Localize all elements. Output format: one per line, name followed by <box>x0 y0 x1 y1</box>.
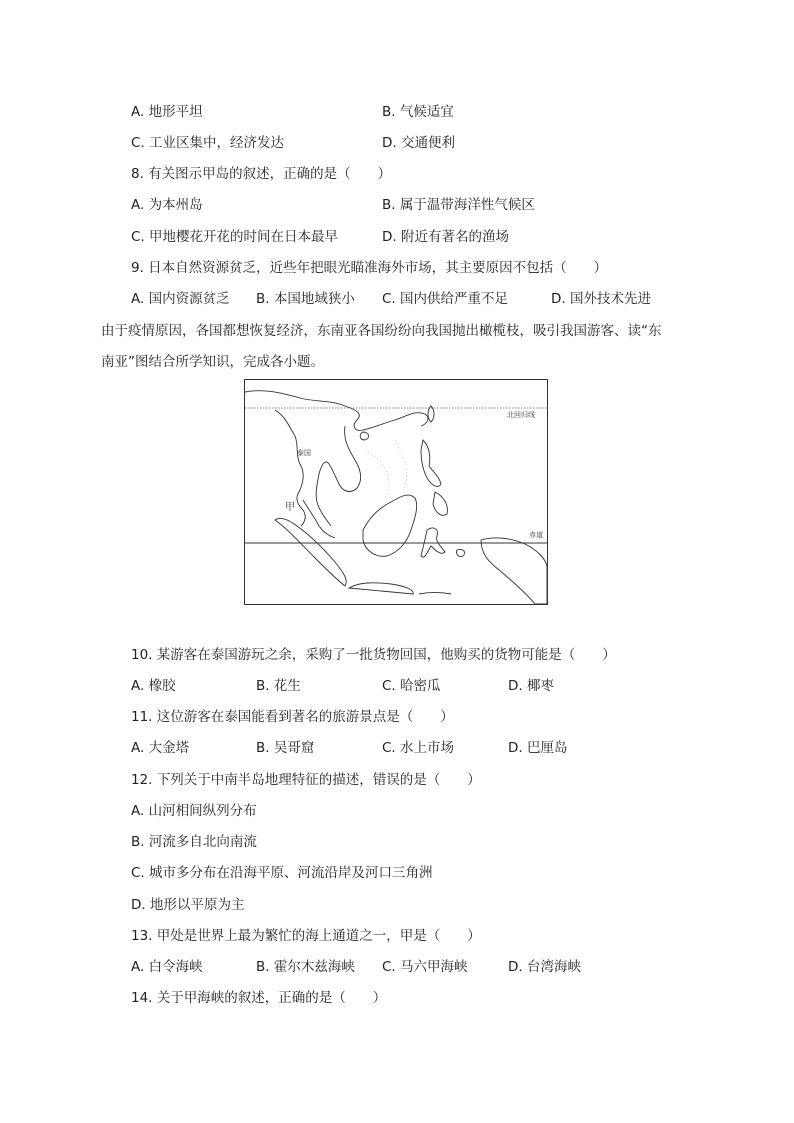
southeast-asia-map <box>244 379 548 605</box>
q10-option-a: A. 橡胶 <box>131 678 176 694</box>
lesser-sunda-islands <box>419 593 451 595</box>
mindanao-island <box>433 492 447 515</box>
q7-option-b: B. 气候适宜 <box>382 104 454 120</box>
indochina-coast <box>316 426 360 526</box>
q10-stem: 10. 某游客在泰国游玩之余，采购了一批货物回国，他购买的货物可能是（ ） <box>131 647 616 663</box>
tropic-label: 北回归线 <box>507 411 535 419</box>
q12-option-b: B. 河流多自北向南流 <box>131 834 257 850</box>
intro-line-2: 南亚”图结合所学知识，完成各小题。 <box>101 354 324 370</box>
equator-label: 赤道 <box>529 531 543 539</box>
q8-option-a: A. 为本州岛 <box>131 197 203 213</box>
new-guinea-island <box>481 538 547 604</box>
map-drawing <box>245 380 547 604</box>
q9-option-d: D. 国外技术先进 <box>551 291 651 307</box>
q8-option-d: D. 附近有著名的渔场 <box>382 229 509 245</box>
q11-option-a: A. 大金塔 <box>131 740 190 756</box>
q11-option-b: B. 吴哥窟 <box>256 740 315 756</box>
q13-option-d: D. 台湾海峡 <box>508 959 581 975</box>
sumatra-island <box>275 518 346 586</box>
q12-option-c: C. 城市多分布在沿海平原、河流沿岸及河口三角洲 <box>131 865 433 881</box>
q11-option-c: C. 水上市场 <box>382 740 455 756</box>
q12-stem: 12. 下列关于中南半岛地理特征的描述，错误的是（ ） <box>131 772 481 788</box>
q13-option-c: C. 马六甲海峡 <box>382 959 468 975</box>
maluku-island <box>456 549 464 556</box>
q8-stem: 8. 有关图示甲岛的叙述，正确的是（ ） <box>131 166 392 182</box>
q9-option-c: C. 国内供给严重不足 <box>382 291 509 307</box>
q10-option-d: D. 椰枣 <box>508 678 554 694</box>
jia-label: 甲 <box>285 502 295 513</box>
sea-dots <box>365 440 407 498</box>
q13-option-b: B. 霍尔木兹海峡 <box>256 959 355 975</box>
q7-option-d: D. 交通便利 <box>382 135 455 151</box>
intro-line-1: 由于疫情原因，各国都想恢复经济，东南亚各国纷纷向我国抛出橄榄枝，吸引我国游客、读“东 <box>101 323 662 339</box>
luzon-island <box>421 440 441 486</box>
q10-option-b: B. 花生 <box>256 678 301 694</box>
hainan-island <box>360 432 368 440</box>
sulawesi-island <box>421 528 445 557</box>
q9-option-b: B. 本国地域狭小 <box>256 291 355 307</box>
q7-option-c: C. 工业区集中，经济发达 <box>131 135 285 151</box>
q12-option-d: D. 地形以平原为主 <box>131 897 245 913</box>
q14-stem: 14. 关于甲海峡的叙述，正确的是（ ） <box>131 990 387 1006</box>
q13-stem: 13. 甲处是世界上最为繁忙的海上通道之一，甲是（ ） <box>131 928 481 944</box>
q9-option-a: A. 国内资源贫乏 <box>131 291 230 307</box>
q13-option-a: A. 白令海峡 <box>131 959 203 975</box>
thailand-label: 泰国 <box>297 449 311 457</box>
q9-stem: 9. 日本自然资源贫乏，近些年把眼光瞄准海外市场，其主要原因不包括（ ） <box>131 260 608 276</box>
q11-option-d: D. 巴厘岛 <box>508 740 568 756</box>
q7-option-a: A. 地形平坦 <box>131 104 203 120</box>
q10-option-c: C. 哈密瓜 <box>382 678 441 694</box>
borneo-island <box>363 495 417 556</box>
q8-option-c: C. 甲地樱花开花的时间在日本最早 <box>131 229 339 245</box>
q12-option-a: A. 山河相间纵列分布 <box>131 803 257 819</box>
java-island <box>349 583 413 594</box>
china-coast <box>245 391 428 431</box>
q8-option-b: B. 属于温带海洋性气候区 <box>382 197 535 213</box>
malay-peninsula <box>303 500 335 538</box>
q11-stem: 11. 这位游客在泰国能看到著名的旅游景点是（ ） <box>131 709 454 725</box>
